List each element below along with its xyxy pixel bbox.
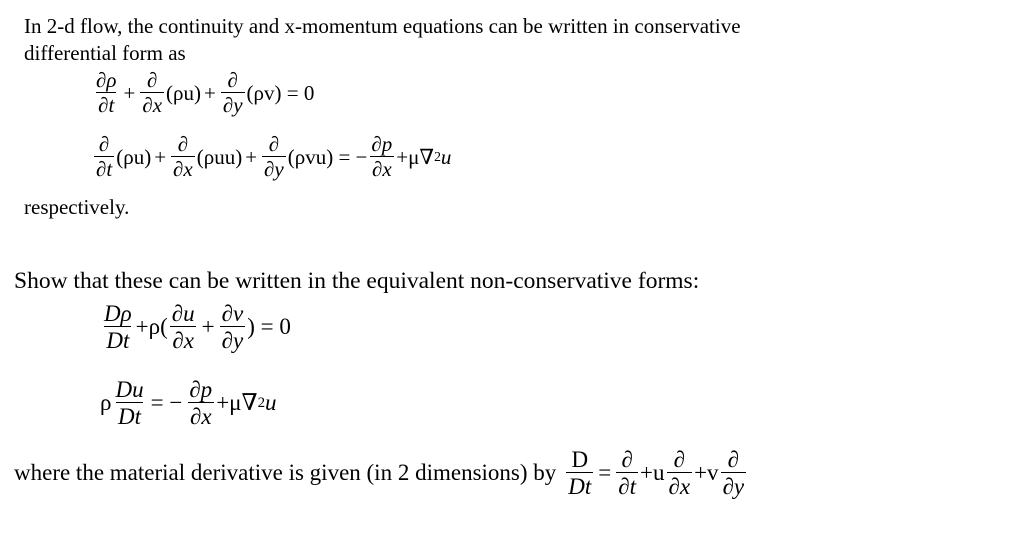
x-momentum-conservative-equation: $\frac{\partial}{\partial t}$ (ρu) + $\frac{\partial}{\partial x}$ (ρuu) + $\frac{\partial}{\partial y}$ (ρvu) = − $\frac{\partial p}{\partial x}$ +μ∇ 2 u	[96, 132, 452, 181]
fraction: $\frac{\partial}{\partial x}$	[142, 68, 163, 117]
respectively-text: respectively.	[24, 195, 130, 219]
fraction: $\frac{\partial}{\partial x}$	[668, 447, 691, 499]
fraction: $\frac{Du}{Dt}$	[115, 377, 144, 429]
fraction: $\frac{\partial}{\partial y}$	[722, 447, 745, 499]
fraction: $\frac{\partial}{\partial y}$	[222, 68, 243, 117]
momentum-nonconservative-equation: ρ $\frac{Du}{Dt}$ = − $\frac{\partial p}{\partial x}$ +μ∇ 2 u	[100, 377, 277, 429]
fraction: $\frac{\partial u}{\partial x}$	[171, 301, 195, 353]
fraction: $\frac{D\rho}{Dt}$	[104, 301, 132, 353]
fraction: $\frac{\partial v}{\partial y}$	[221, 301, 244, 353]
fraction: $\frac{\partial\rho}{\partial t}$	[96, 68, 117, 117]
fraction: $\frac{\partial}{\partial x}$	[173, 132, 193, 181]
fraction: $\frac{D}{Dt}$	[568, 447, 592, 499]
material-derivative-line: where the material derivative is given (in 2 dimensions) by $\frac{D}{Dt}$ = $\frac{\partial}{\partial t}$ +u $\frac{\partial}{\partial x}$ +v $\frac{\partial}{\partial y}$	[14, 447, 745, 499]
intro-line-1: In 2-d flow, the continuity and x-momentum equations can be written in conservative	[24, 14, 741, 38]
fraction: $\frac{\partial p}{\partial x}$	[371, 132, 393, 181]
continuity-nonconservative-equation: $\frac{D\rho}{Dt}$ +ρ( $\frac{\partial u}{\partial x}$ + $\frac{\partial v}{\partial y}$ ) = 0	[104, 301, 291, 353]
fraction: $\frac{\partial}{\partial t}$	[618, 447, 637, 499]
material-derivative-text: where the material derivative is given (in 2 dimensions) by	[14, 460, 557, 485]
show-prompt: Show that these can be written in the equivalent non-conservative forms:	[14, 268, 700, 294]
continuity-conservative-equation: $\frac{\partial\rho}{\partial t}$ + $\frac{\partial}{\partial x}$ (ρu) + $\frac{\partial}{\partial y}$ (ρv) = 0	[96, 68, 315, 117]
intro-line-2: differential form as	[24, 41, 186, 65]
fraction: $\frac{\partial p}{\partial x}$	[189, 377, 213, 429]
fraction: $\frac{\partial}{\partial t}$	[96, 132, 113, 181]
fraction: $\frac{\partial}{\partial y}$	[264, 132, 284, 181]
